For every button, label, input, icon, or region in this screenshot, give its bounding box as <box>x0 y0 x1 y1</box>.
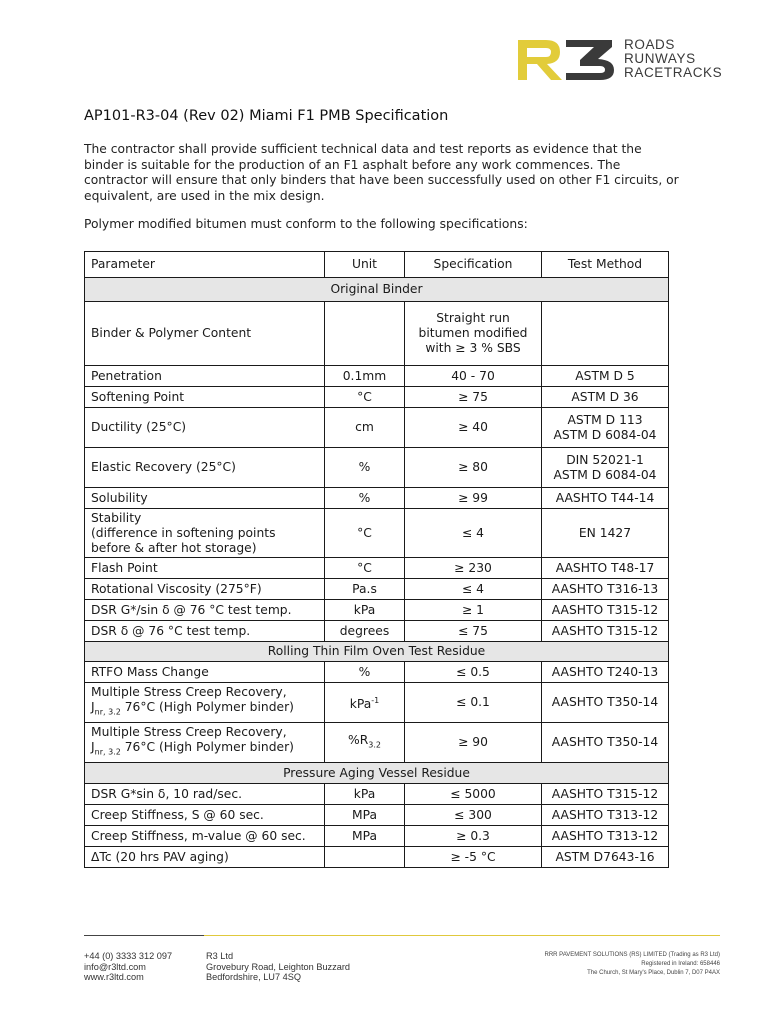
footer-legal <box>545 951 720 978</box>
footer-phone[interactable]: +44 (0) 3333 312 097 <box>84 951 173 961</box>
cell-spec: ≥ 75 <box>405 387 542 408</box>
section-title: Rolling Thin Film Oven Test Residue <box>85 642 669 662</box>
table-header-row <box>85 252 669 278</box>
j-symbol: J <box>91 700 95 715</box>
spec-line: bitumen modified <box>418 326 528 340</box>
cell-spec: 40 - 70 <box>405 366 542 387</box>
table-row <box>85 387 669 408</box>
j-subscript: nr, 3.2 <box>94 747 121 757</box>
cell-spec: ≥ 0.3 <box>405 826 542 847</box>
cell-unit: % <box>325 488 405 509</box>
cell-unit <box>325 683 405 723</box>
footer-divider-dark <box>84 935 204 936</box>
cell-parameter: Elastic Recovery (25°C) <box>85 448 325 488</box>
cell-unit <box>325 302 405 366</box>
cell-parameter <box>85 723 325 763</box>
cell-method: AASHTO T44-14 <box>542 488 669 509</box>
table-row <box>85 302 669 366</box>
table-row <box>85 600 669 621</box>
cell-spec: ≥ 90 <box>405 723 542 763</box>
parameter-rest: 76°C (High Polymer binder) <box>120 700 294 715</box>
unit-base: kPa <box>349 697 372 712</box>
cell-spec: ≥ 40 <box>405 408 542 448</box>
table-row <box>85 366 669 387</box>
cell-spec: ≥ -5 °C <box>405 847 542 868</box>
header-test-method: Test Method <box>542 252 669 278</box>
section-title: Pressure Aging Vessel Residue <box>85 763 669 784</box>
table-row <box>85 847 669 868</box>
cell-method <box>542 448 669 488</box>
cell-parameter: DSR δ @ 76 °C test temp. <box>85 621 325 642</box>
cell-method <box>542 302 669 366</box>
cell-method: AASHTO T315-12 <box>542 600 669 621</box>
method-line: DIN 52021-1 <box>566 452 644 467</box>
cell-unit: 0.1mm <box>325 366 405 387</box>
table-row <box>85 579 669 600</box>
table-row <box>85 621 669 642</box>
cell-unit: kPa <box>325 600 405 621</box>
cell-method: AASHTO T313-12 <box>542 805 669 826</box>
j-subscript: nr, 3.2 <box>94 707 121 717</box>
footer-legal-line: Registered in Ireland: 658446 <box>641 961 720 967</box>
footer-address-line: Bedfordshire, LU7 4SQ <box>206 972 301 982</box>
cell-unit: °C <box>325 558 405 579</box>
cell-method: ASTM D7643-16 <box>542 847 669 868</box>
unit-subscript: 3.2 <box>368 740 381 750</box>
cell-spec: ≥ 1 <box>405 600 542 621</box>
cell-parameter: Creep Stiffness, S @ 60 sec. <box>85 805 325 826</box>
cell-method: AASHTO T48-17 <box>542 558 669 579</box>
parameter-line <box>91 740 318 759</box>
cell-method: AASHTO T350-14 <box>542 723 669 763</box>
footer-address-line: Grovebury Road, Leighton Buzzard <box>206 961 351 972</box>
document-title: AP101-R3-04 (Rev 02) Miami F1 PMB Specification <box>84 108 449 124</box>
cell-parameter: DSR G*/sin δ @ 76 °C test temp. <box>85 600 325 621</box>
cell-unit: Pa.s <box>325 579 405 600</box>
cell-parameter: Rotational Viscosity (275°F) <box>85 579 325 600</box>
cell-method <box>542 408 669 448</box>
parameter-line: before & after hot storage) <box>91 540 257 555</box>
cell-parameter: ΔTc (20 hrs PAV aging) <box>85 847 325 868</box>
cell-spec: ≥ 99 <box>405 488 542 509</box>
r3-logo-mark <box>516 38 616 82</box>
parameter-line: Stability <box>91 510 142 525</box>
cell-parameter: Softening Point <box>85 387 325 408</box>
unit-base: %R <box>348 732 369 747</box>
cell-parameter: Ductility (25°C) <box>85 408 325 448</box>
cell-parameter: Binder & Polymer Content <box>85 302 325 366</box>
header-specification: Specification <box>405 252 542 278</box>
header-parameter: Parameter <box>85 252 325 278</box>
cell-spec: ≥ 80 <box>405 448 542 488</box>
parameter-line: Multiple Stress Creep Recovery, <box>91 725 287 740</box>
footer-address <box>206 951 350 983</box>
cell-spec: ≤ 4 <box>405 579 542 600</box>
cell-unit: cm <box>325 408 405 448</box>
section-row-pav-residue <box>85 763 669 784</box>
cell-spec: ≤ 5000 <box>405 784 542 805</box>
logo-wordmark <box>624 38 722 80</box>
cell-parameter <box>85 683 325 723</box>
table-row <box>85 488 669 509</box>
cell-method: AASHTO T350-14 <box>542 683 669 723</box>
cell-parameter: Solubility <box>85 488 325 509</box>
parameter-rest: 76°C (High Polymer binder) <box>120 740 294 755</box>
table-row <box>85 683 669 723</box>
footer-website[interactable]: www.r3ltd.com <box>84 972 144 982</box>
table-row <box>85 448 669 488</box>
cell-unit: °C <box>325 387 405 408</box>
logo-word-roads: ROADS <box>624 37 676 52</box>
cell-unit <box>325 847 405 868</box>
spec-line: with ≥ 3 % SBS <box>425 341 521 355</box>
table-row <box>85 826 669 847</box>
table-row <box>85 723 669 763</box>
cell-unit: degrees <box>325 621 405 642</box>
parameter-line <box>91 700 318 719</box>
table-row <box>85 408 669 448</box>
header-unit: Unit <box>325 252 405 278</box>
conformance-statement: Polymer modified bitumen must conform to the following specifications: <box>84 217 528 231</box>
cell-method: AASHTO T316-13 <box>542 579 669 600</box>
logo-word-racetracks: RACETRACKS <box>624 65 723 80</box>
cell-unit: °C <box>325 509 405 558</box>
footer-divider-gold <box>204 935 720 936</box>
cell-spec: ≤ 0.1 <box>405 683 542 723</box>
table-row <box>85 558 669 579</box>
method-line: ASTM D 6084-04 <box>553 427 657 442</box>
cell-parameter: DSR G*sin δ, 10 rad/sec. <box>85 784 325 805</box>
company-logo <box>516 38 746 84</box>
cell-method: EN 1427 <box>542 509 669 558</box>
cell-spec: ≤ 300 <box>405 805 542 826</box>
cell-unit: % <box>325 662 405 683</box>
specification-table <box>84 251 669 868</box>
table-row <box>85 784 669 805</box>
cell-method: AASHTO T240-13 <box>542 662 669 683</box>
table-row <box>85 509 669 558</box>
cell-method: ASTM D 36 <box>542 387 669 408</box>
cell-unit: % <box>325 448 405 488</box>
cell-parameter: Flash Point <box>85 558 325 579</box>
cell-spec <box>405 302 542 366</box>
j-symbol: J <box>91 740 95 755</box>
cell-parameter: RTFO Mass Change <box>85 662 325 683</box>
cell-parameter <box>85 509 325 558</box>
cell-method: ASTM D 5 <box>542 366 669 387</box>
cell-spec: ≤ 0.5 <box>405 662 542 683</box>
table-row <box>85 805 669 826</box>
cell-method: AASHTO T315-12 <box>542 621 669 642</box>
cell-spec: ≥ 230 <box>405 558 542 579</box>
section-row-rtfo-residue <box>85 642 669 662</box>
cell-unit: MPa <box>325 805 405 826</box>
footer-contact <box>84 951 172 983</box>
parameter-line: Multiple Stress Creep Recovery, <box>91 685 287 700</box>
intro-paragraph: The contractor shall provide sufficient technical data and test reports as evidence that the binder is suitable for the production of an F1 asphalt before any work commences. The contractor will ensure that only binders that have been successfully used on other F1 circuits, or equivalent, are used in the mix design. <box>84 142 679 203</box>
unit-superscript: -1 <box>371 695 380 705</box>
cell-method: AASHTO T313-12 <box>542 826 669 847</box>
footer-address-line: R3 Ltd <box>206 951 234 961</box>
cell-spec: ≤ 75 <box>405 621 542 642</box>
table-row <box>85 662 669 683</box>
cell-unit <box>325 723 405 763</box>
cell-parameter: Creep Stiffness, m-value @ 60 sec. <box>85 826 325 847</box>
cell-parameter: Penetration <box>85 366 325 387</box>
section-title: Original Binder <box>85 278 669 302</box>
method-line: ASTM D 113 <box>567 412 643 427</box>
footer-legal-line: The Church, St Mary's Place, Dublin 7, D07 P4AX <box>587 970 720 976</box>
cell-spec: ≤ 4 <box>405 509 542 558</box>
section-row-original-binder <box>85 278 669 302</box>
logo-word-runways: RUNWAYS <box>624 51 696 66</box>
footer-legal-line: RRR PAVEMENT SOLUTIONS (RS) LIMITED (Trading as R3 Ltd) <box>544 952 720 958</box>
cell-method: AASHTO T315-12 <box>542 784 669 805</box>
method-line: ASTM D 6084-04 <box>553 467 657 482</box>
footer-email[interactable]: info@r3ltd.com <box>84 961 146 972</box>
spec-line: Straight run <box>436 311 510 325</box>
parameter-line: (difference in softening points <box>91 525 276 540</box>
cell-unit: kPa <box>325 784 405 805</box>
cell-unit: MPa <box>325 826 405 847</box>
